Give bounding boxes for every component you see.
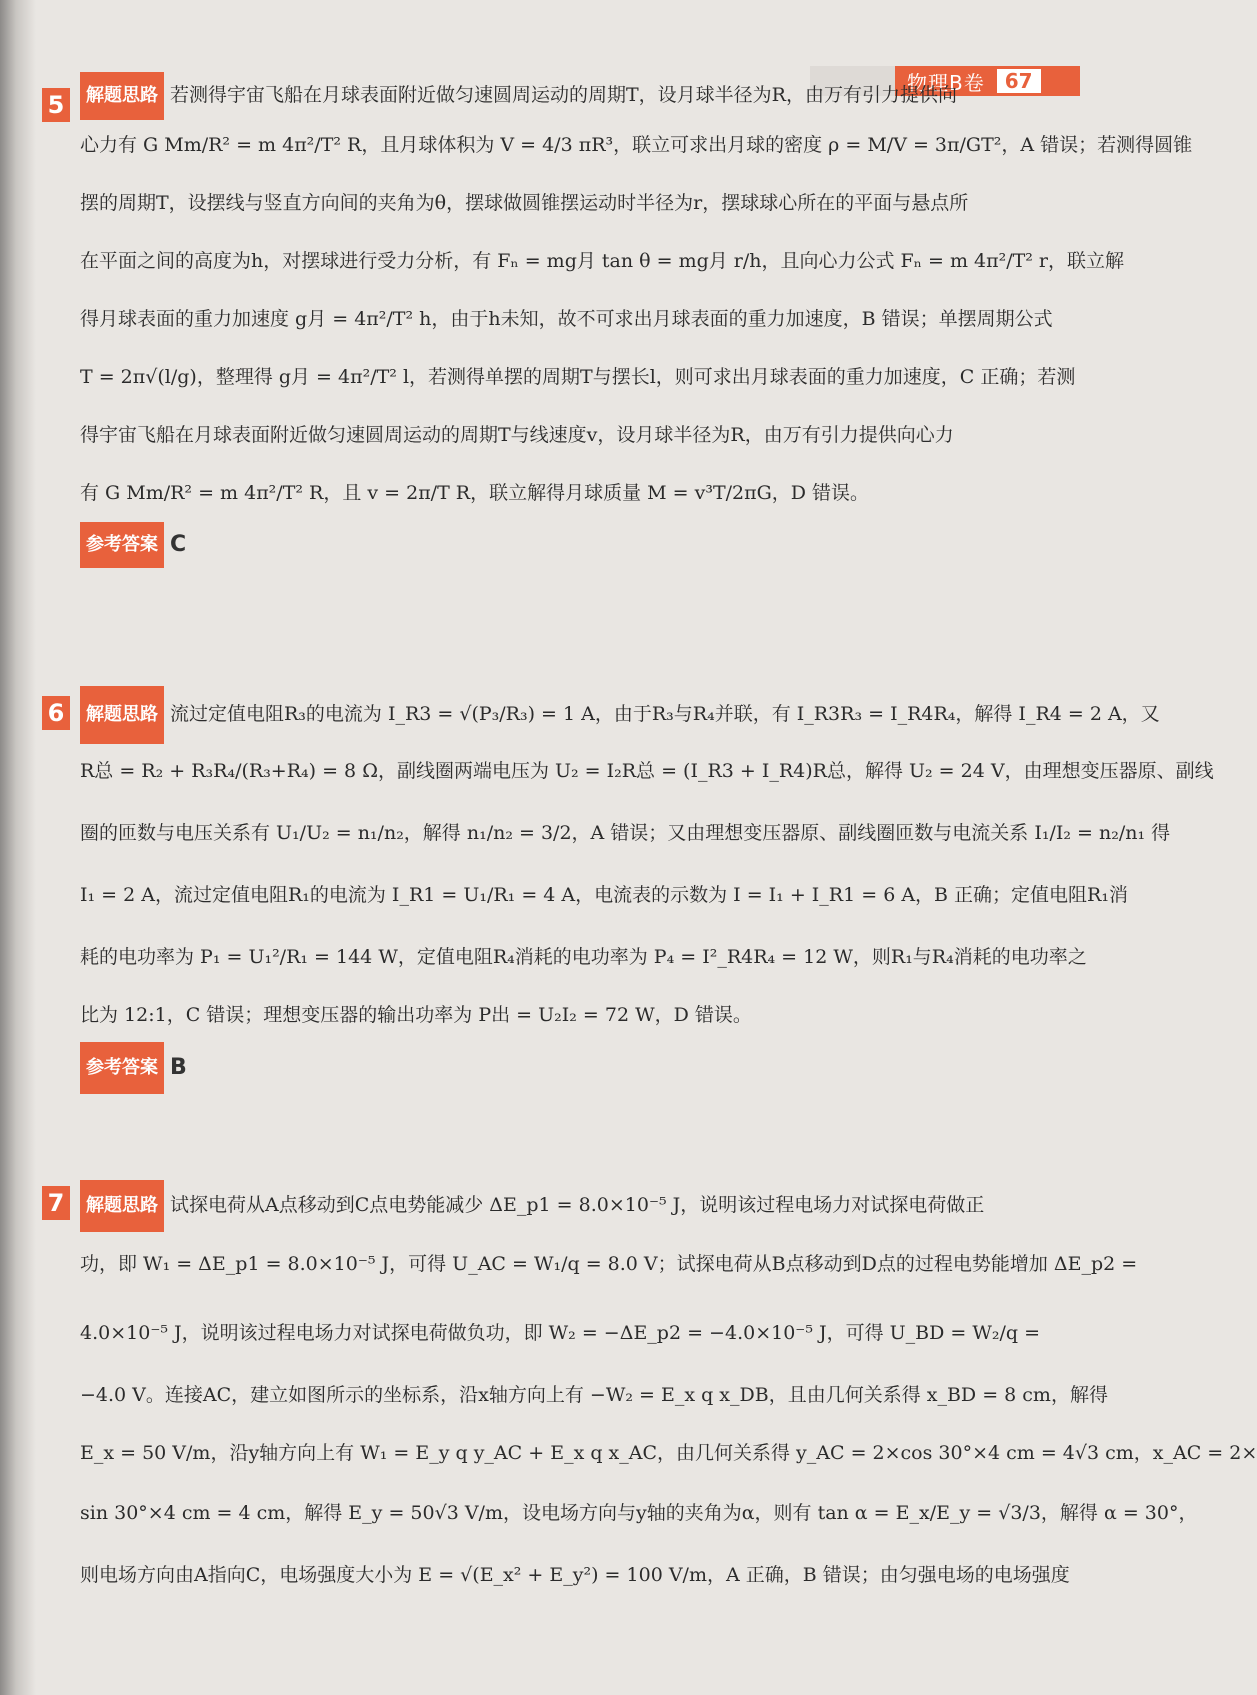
problem-number: 6 <box>42 696 70 730</box>
solution-text: 流过定值电阻R₃的电流为 I_R3 = √(P₃/R₃) = 1 A，由于R₃与R₄并联，有 I_R3R₃ = I_R4R₄，解得 I_R4 = 2 A，又 <box>170 703 1160 725</box>
answer-tag: 参考答案 <box>80 522 164 568</box>
solution-line: 则电场方向由A指向C，电场强度大小为 E = √(E_x² + E_y²) = 100 V/m，A 正确，B 错误；由匀强电场的电场强度 <box>80 1564 1070 1586</box>
solution-line: 耗的电功率为 P₁ = U₁²/R₁ = 144 W，定值电阻R₄消耗的电功率为 P₄ = I²_R4R₄ = 12 W，则R₁与R₄消耗的电功率之 <box>80 946 1087 968</box>
solution-block-6 <box>47 686 1214 1090</box>
solution-line: 有 G Mm/R² = m 4π²/T² R，且 v = 2π/T R，联立解得月球质量 M = v³T/2πG，D 错误。 <box>80 482 870 504</box>
solution-line: E_x = 50 V/m，沿y轴方向上有 W₁ = E_y q y_AC + E_x q x_AC，由几何关系得 y_AC = 2×cos 30°×4 cm = 4√3 cm，x_AC = 2× <box>80 1442 1257 1464</box>
solution-line: 得宇宙飞船在月球表面附近做匀速圆周运动的周期T与线速度v，设月球半径为R，由万有引力提供向心力 <box>80 424 954 446</box>
solution-line: R总 = R₂ + R₃R₄/(R₃+R₄) = 8 Ω，副线圈两端电压为 U₂ = I₂R总 = (I_R3 + I_R4)R总，解得 U₂ = 24 V，由理想变压器原、副线 <box>80 760 1214 782</box>
answer-value: C <box>170 532 187 557</box>
solution-tag: 解题思路 <box>80 686 164 744</box>
solution-line: 心力有 G Mm/R² = m 4π²/T² R，且月球体积为 V = 4/3 πR³，联立可求出月球的密度 ρ = M/V = 3π/GT²，A 错误；若测得圆锥 <box>80 134 1193 156</box>
answer-line <box>80 1042 1015 1090</box>
solution-line: T = 2π√(l/g)，整理得 g月 = 4π²/T² l，若测得单摆的周期T与摆长l，则可求出月球表面的重力加速度，C 正确；若测 <box>80 366 1076 388</box>
solution-line <box>80 1180 1015 1228</box>
solution-block-7 <box>47 1180 1257 1606</box>
solution-tag: 解题思路 <box>80 72 164 120</box>
page-number: 67 <box>997 69 1041 93</box>
solution-line <box>80 686 1160 740</box>
solution-line: 比为 12:1，C 错误；理想变压器的输出功率为 P出 = U₂I₂ = 72 W，D 错误。 <box>80 1004 752 1026</box>
answer-tag: 参考答案 <box>80 1042 164 1094</box>
solution-line: I₁ = 2 A，流过定值电阻R₁的电流为 I_R1 = U₁/R₁ = 4 A，电流表的示数为 I = I₁ + I_R1 = 6 A，B 正确；定值电阻R₁消 <box>80 884 1128 906</box>
problem-number: 5 <box>42 88 70 122</box>
solution-line: −4.0 V。连接AC，建立如图所示的坐标系，沿x轴方向上有 −W₂ = E_x q x_DB，且由几何关系得 x_BD = 8 cm，解得 <box>80 1384 1108 1406</box>
answer-value: B <box>170 1055 187 1080</box>
solution-line: 功，即 W₁ = ΔE_p1 = 8.0×10⁻⁵ J，可得 U_AC = W₁/q = 8.0 V；试探电荷从B点移动到D点的过程电势能增加 ΔE_p2 = <box>80 1253 1138 1275</box>
header-label: 物理B卷 <box>907 70 985 95</box>
solution-line: 圈的匝数与电压关系有 U₁/U₂ = n₁/n₂，解得 n₁/n₂ = 3/2，A 错误；又由理想变压器原、副线圈匝数与电流关系 I₁/I₂ = n₂/n₁ 得 <box>80 822 1171 844</box>
solution-tag: 解题思路 <box>80 1180 164 1232</box>
solution-line: 得月球表面的重力加速度 g月 = 4π²/T² h，由于h未知，故不可求出月球表面的重力加速度，B 错误；单摆周期公式 <box>80 308 1053 330</box>
solution-line: 摆的周期T，设摆线与竖直方向间的夹角为θ，摆球做圆锥摆运动时半径为r，摆球球心所在的平面与悬点所 <box>80 192 969 214</box>
answer-line <box>80 522 1015 564</box>
solution-line: 在平面之间的高度为h，对摆球进行受力分析，有 Fₙ = mg月 tan θ = mg月 r/h，且向心力公式 Fₙ = m 4π²/T² r，联立解 <box>80 250 1125 272</box>
solution-text: 试探电荷从A点移动到C点电势能减少 ΔE_p1 = 8.0×10⁻⁵ J，说明该过程电场力对试探电荷做正 <box>170 1194 985 1216</box>
solution-line: sin 30°×4 cm = 4 cm，解得 E_y = 50√3 V/m，设电场方向与y轴的夹角为α，则有 tan α = E_x/E_y = √3/3，解得 α = 30°， <box>80 1502 1198 1524</box>
solution-line: 4.0×10⁻⁵ J，说明该过程电场力对试探电荷做负功，即 W₂ = −ΔE_p2 = −4.0×10⁻⁵ J，可得 U_BD = W₂/q = <box>80 1322 1041 1344</box>
solution-line <box>80 72 1015 116</box>
problem-number: 7 <box>42 1186 70 1220</box>
solution-text: 若测得宇宙飞船在月球表面附近做匀速圆周运动的周期T，设月球半径为R，由万有引力提供向 <box>170 84 957 106</box>
book-spine-shadow <box>0 0 36 1695</box>
